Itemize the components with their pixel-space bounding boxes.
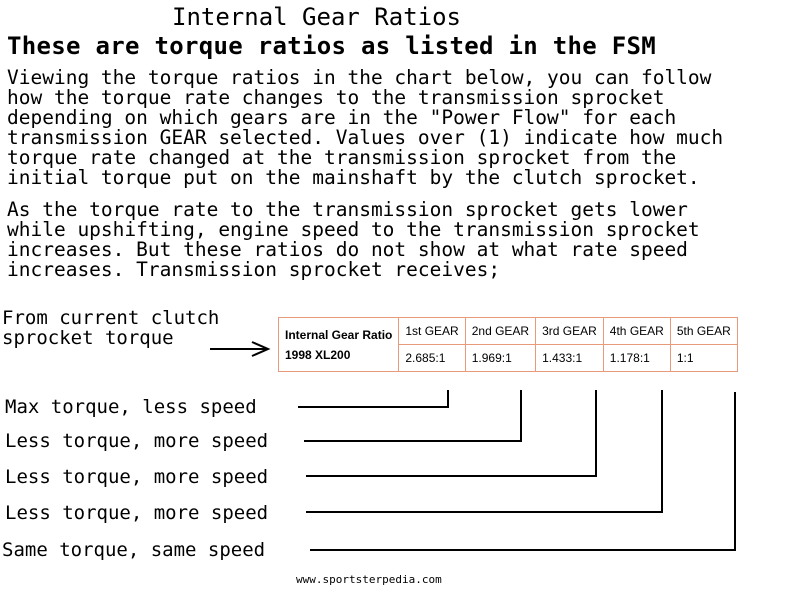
connector-line-3 bbox=[306, 390, 596, 476]
gear-ratio-5: 1:1 bbox=[670, 345, 737, 372]
intro-paragraph: Viewing the torque ratios in the chart below, you can follow how the torque rate changes to the transmission sprocket depending on which gears are in the "Power Flow" for each transmission GEAR selected. Values over (1) indicate how much torque rate changed at the transmission sprocket from the initial torque put on the mainshaft by the clutch sprocket. bbox=[7, 66, 724, 189]
page-title: Internal Gear Ratios bbox=[172, 3, 461, 31]
gear-ratio-3: 1.433:1 bbox=[536, 345, 604, 372]
callout-gear-2: Less torque, more speed bbox=[5, 430, 269, 452]
gear-label-1: 1st GEAR bbox=[399, 318, 465, 345]
callout-gear-1: Max torque, less speed bbox=[5, 396, 257, 418]
callout-gear-3: Less torque, more speed bbox=[5, 466, 269, 488]
page-subtitle: These are torque ratios as listed in the FSM bbox=[7, 32, 656, 60]
callout-gear-5: Same torque, same speed bbox=[2, 539, 266, 561]
table-header-model: 1998 XL200 bbox=[285, 347, 351, 362]
connector-line-1 bbox=[298, 390, 448, 407]
callout-gear-4: Less torque, more speed bbox=[5, 502, 269, 524]
connector-line-4 bbox=[306, 390, 662, 512]
gear-label-4: 4th GEAR bbox=[603, 318, 670, 345]
explanation-paragraph: As the torque rate to the transmission sprocket gets lower while upshifting, engine speed to the transmission sprocket increases. But these ratios do not show at what rate speed increases. Transmission sprocket receives; bbox=[7, 198, 700, 281]
gear-ratio-1: 2.685:1 bbox=[399, 345, 465, 372]
gear-ratio-2: 1.969:1 bbox=[465, 345, 535, 372]
footer-url: www.sportsterpedia.com bbox=[296, 573, 442, 586]
clutch-torque-label: From current clutch sprocket torque bbox=[2, 307, 220, 349]
connector-line-2 bbox=[304, 390, 521, 441]
gear-label-3: 3rd GEAR bbox=[536, 318, 604, 345]
connector-line-5 bbox=[310, 392, 735, 550]
table-header-title: Internal Gear Ratio bbox=[285, 327, 393, 342]
gear-label-5: 5th GEAR bbox=[670, 318, 737, 345]
gear-label-2: 2nd GEAR bbox=[465, 318, 535, 345]
gear-ratio-4: 1.178:1 bbox=[603, 345, 670, 372]
